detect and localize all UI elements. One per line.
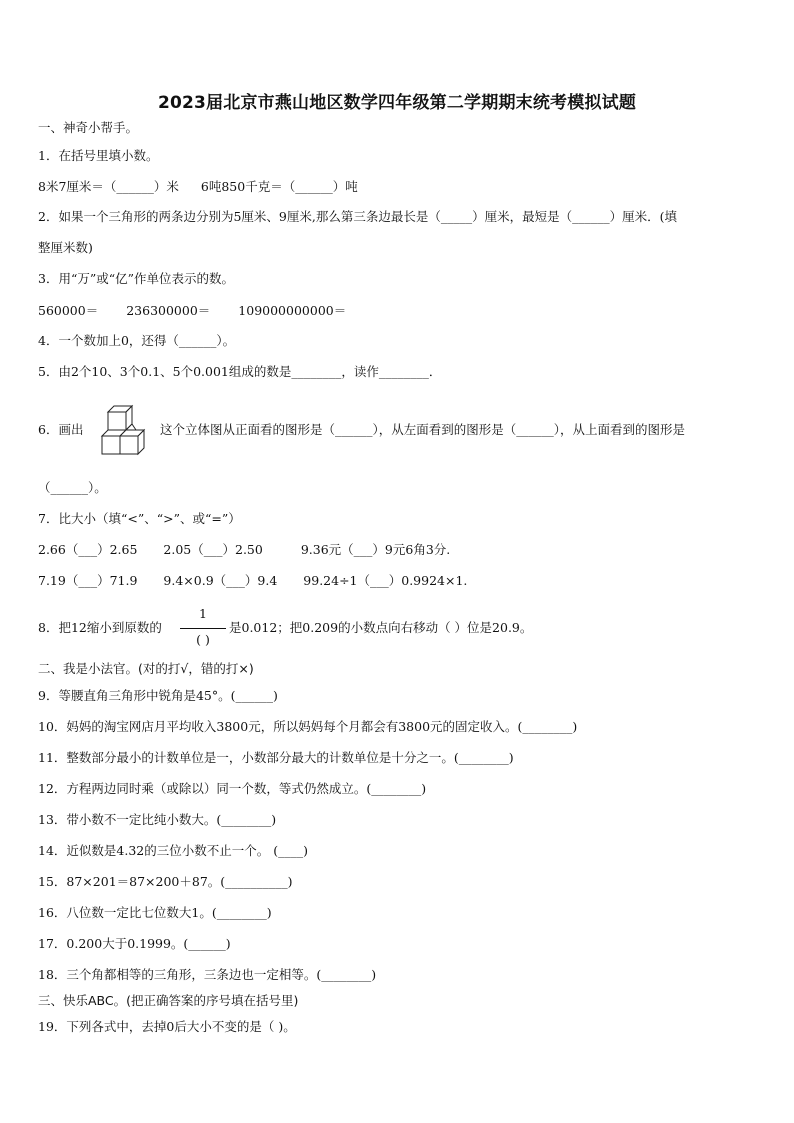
question-19: 19．下列各式中，去掉0后大小不变的是（ )。 [38, 1019, 296, 1034]
question-3: 3．用“万”或“亿”作单位表示的数。 [38, 271, 235, 286]
section-heading-3: 三、快乐ABC。(把正确答案的序号填在括号里) [38, 993, 299, 1008]
question-7-row-2 [38, 573, 467, 589]
question-13: 13．带小数不一定比纯小数大。(________) [38, 812, 277, 827]
section-heading-2: 二、我是小法官。(对的打√，错的打×) [38, 661, 254, 676]
question-15: 15．87×201＝87×200＋87。(__________) [38, 874, 293, 889]
question-4: 4．一个数加上0，还得（______）。 [38, 333, 236, 348]
question-6: 这个立体图从正面看的图形是（______），从左面看到的图形是（______），从上面看到的图形是 [160, 422, 686, 437]
compare-item: 7.19（___）71.9 [38, 573, 138, 588]
question-6-continued: （______）。 [38, 480, 107, 495]
question-17: 17．0.200大于0.1999。(______) [38, 936, 231, 951]
question-12: 12．方程两边同时乘（或除以）同一个数，等式仍然成立。(________) [38, 781, 427, 796]
question-18: 18．三个角都相等的三角形，三条边也一定相等。(________) [38, 967, 377, 982]
fraction [180, 606, 226, 652]
question-2: 2．如果一个三角形的两条边分别为5厘米、9厘米,那么第三条边最长是（_____）厘米，最短是（______）厘米．(填 [38, 209, 677, 224]
page-title: 2023届北京市燕山地区数学四年级第二学期期末统考模拟试题 [157, 93, 637, 113]
question-3-parts [38, 303, 346, 319]
section-heading-1: 一、神奇小帮手。 [38, 120, 139, 135]
question-9: 9．等腰直角三角形中锐角是45°。(______) [38, 688, 278, 703]
question-11: 11．整数部分最小的计数单位是一，小数部分最大的计数单位是十分之一。(________) [38, 750, 514, 765]
question-1-parts [38, 179, 358, 195]
question-14: 14．近似数是4.32的三位小数不止一个。 (____) [38, 843, 308, 858]
compare-item: 2.05（___）2.50 [163, 542, 263, 557]
fraction-numerator: 1 [199, 606, 207, 621]
question-1: 1．在括号里填小数。 [38, 148, 159, 163]
question-5: 5．由2个10、3个0.1、5个0.001组成的数是________，读作________． [38, 364, 442, 379]
question-8: 是0.012；把0.209的小数点向右移动（ ）位是20.9。 [229, 620, 533, 635]
question-6-prefix: 6．画出 [38, 422, 84, 437]
question-2-continued: 整厘米数) [38, 240, 93, 255]
question-1-part-b: 6吨850千克＝（______）吨 [200, 179, 358, 194]
fraction-bar [180, 628, 226, 629]
question-3-part-c: 109000000000＝ [238, 303, 347, 318]
question-8-prefix: 8．把12缩小到原数的 [38, 620, 162, 635]
question-16: 16．八位数一定比七位数大1。(________) [38, 905, 272, 920]
compare-item: 2.66（___）2.65 [38, 542, 138, 557]
compare-item: 99.24÷1（___）0.9924×1. [303, 573, 468, 588]
compare-item: 9.36元（___）9元6角3分. [300, 542, 451, 557]
question-7-row-1 [38, 542, 450, 558]
question-1-part-a: 8米7厘米＝（______）米 [38, 179, 179, 194]
cube-figure [98, 404, 146, 460]
question-7: 7．比大小（填“<”、“>”、或“=”） [38, 511, 241, 526]
question-3-part-b: 236300000＝ [126, 303, 211, 318]
question-3-part-a: 560000＝ [38, 303, 99, 318]
fraction-denominator: ( ) [196, 632, 210, 647]
compare-item: 9.4×0.9（___）9.4 [163, 573, 278, 588]
question-10: 10．妈妈的淘宝网店月平均收入3800元，所以妈妈每个月都会有3800元的固定收入。(________) [38, 719, 578, 734]
